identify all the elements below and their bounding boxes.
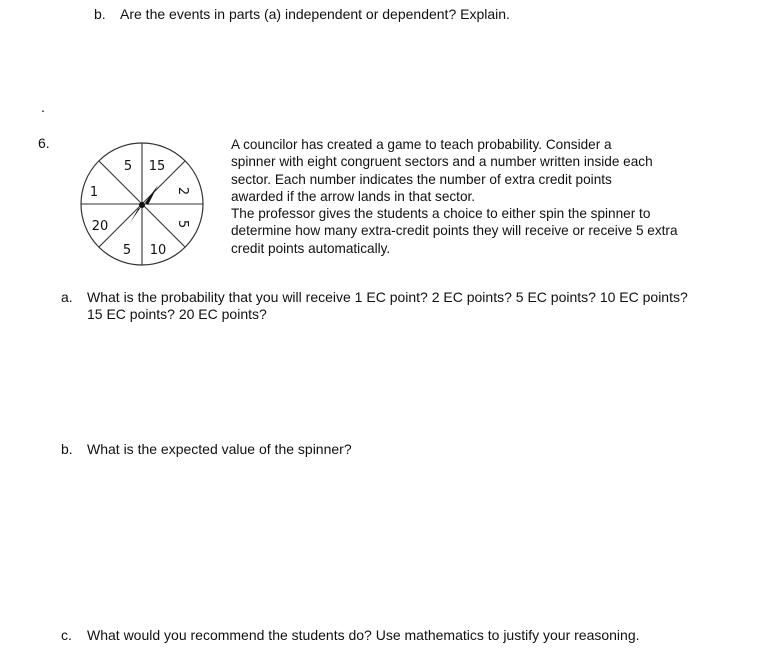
intro-line: credit points automatically. (231, 240, 391, 256)
intro-line: determine how many extra-credit points they will receive or receive 5 extra (231, 223, 678, 239)
part-a-label: a. (61, 289, 73, 305)
intro-line: sector. Each number indicates the number of extra credit points (231, 171, 612, 187)
part-b-text (87, 441, 352, 458)
stray-mark: . (41, 99, 45, 115)
intro-line: awarded if the arrow lands in that sector. (231, 188, 476, 204)
intro-line: spinner with eight congruent sectors and a number written inside each (231, 154, 653, 170)
sector-label-5-top: 5 (123, 159, 133, 174)
previous-question-label: b. (94, 6, 106, 22)
question-number: 6. (38, 135, 50, 151)
part-b-label: b. (61, 441, 73, 457)
part-a-line: 15 EC points? 20 EC points? (87, 306, 267, 322)
sector-label-5-bottom: 5 (122, 243, 132, 258)
part-a (61, 289, 761, 329)
part-c (61, 627, 761, 647)
question-intro (231, 136, 678, 257)
sector-label-1: 1 (89, 185, 99, 200)
previous-question-text: Are the events in parts (a) independent or dependent? Explain. (120, 6, 510, 22)
sector-label-15: 15 (148, 159, 166, 174)
sector-label-5-right: 5 (175, 219, 190, 229)
spinner-diagram (76, 140, 210, 270)
intro-line: The professor gives the students a choice to either spin the spinner to (231, 206, 651, 222)
part-a-line: What is the probability that you will receive 1 EC point? 2 EC points? 5 EC points? 10 EC points? (87, 289, 688, 305)
spinner-arrow-head (145, 185, 158, 205)
part-c-line: What would you recommend the students do? Use mathematics to justify your reasoning. (87, 627, 640, 643)
part-b-line: What is the expected value of the spinner? (87, 441, 352, 457)
sector-label-10: 10 (149, 243, 167, 258)
sector-label-2: 2 (175, 186, 190, 196)
part-c-text (87, 627, 640, 644)
previous-question (94, 6, 510, 22)
part-c-label: c. (61, 627, 72, 643)
sector-label-20: 20 (91, 219, 109, 234)
spinner-hub (139, 202, 145, 208)
part-b (61, 441, 761, 461)
part-a-text (87, 289, 688, 323)
intro-line: A councilor has created a game to teach probability. Consider a (231, 137, 612, 152)
